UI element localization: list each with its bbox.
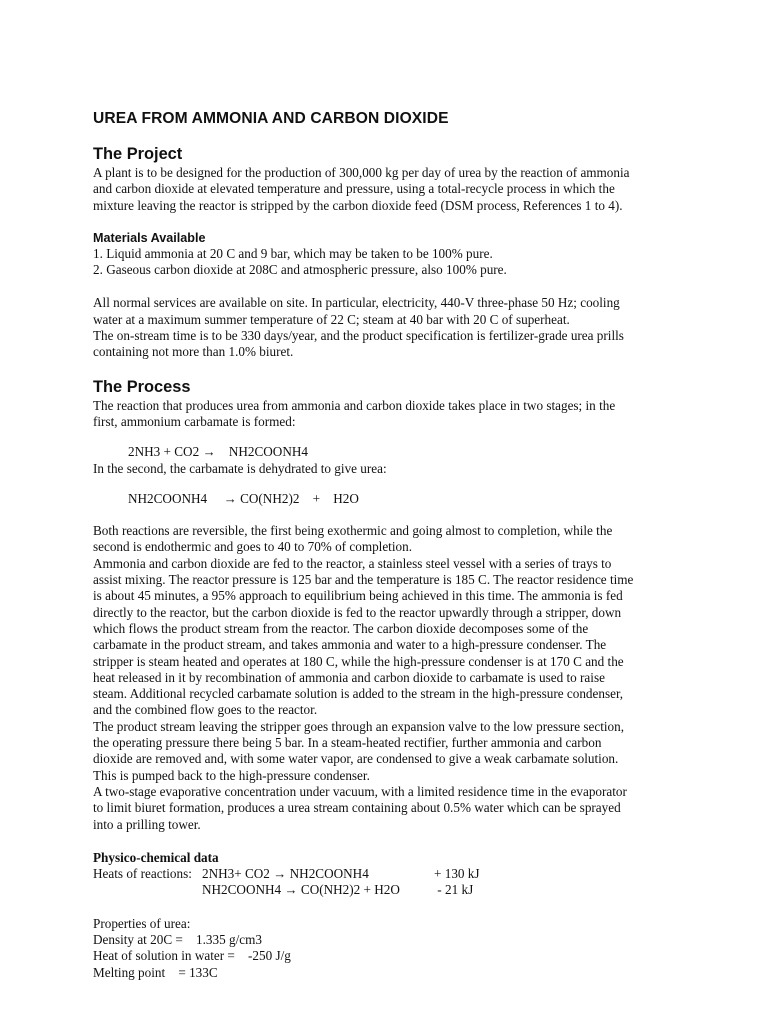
text-line: directly to the reactor, but the carbon dioxide is fed to the reactor upwardly through a stripper, down xyxy=(93,604,622,620)
text-line: to limit biuret formation, produces a urea stream containing about 0.5% water which can be sprayed xyxy=(93,800,621,816)
heat-reaction-equation: NH2COONH4 → CO(NH2)2 + H2O xyxy=(202,882,400,898)
project-paragraph xyxy=(93,165,675,214)
text-line: Ammonia and carbon dioxide are fed to the reactor, a stainless steel vessel with a series of trays to xyxy=(93,555,612,571)
text-line: All normal services are available on site. In particular, electricity, 440-V three-phase 50 Hz; cooling xyxy=(93,295,620,311)
urea-properties-heading: Properties of urea: xyxy=(93,915,191,931)
list-item: 2. Gaseous carbon dioxide at 208C and atmospheric pressure, also 100% pure. xyxy=(93,262,507,278)
process-body xyxy=(93,523,675,833)
text-line: assist mixing. The reactor pressure is 125 bar and the temperature is 185 C. The reactor residence time xyxy=(93,572,634,588)
services-paragraph xyxy=(93,295,675,360)
reaction-equation-1: 2NH3 + CO2 → NH2COONH4 xyxy=(128,444,308,460)
section-heading-physico: Physico-chemical data xyxy=(93,849,219,865)
reaction-equation-2: NH2COONH4 → CO(NH2)2 + H2O xyxy=(128,490,359,506)
text-line: steam. Additional recycled carbamate solution is added to the stream in the high-pressure condenser, xyxy=(93,686,624,702)
text-line: is about 45 minutes, a 95% approach to equilibrium being achieved in this time. The ammonia is fed xyxy=(93,588,623,604)
heat-reaction-row xyxy=(93,866,675,882)
section-heading-materials: Materials Available xyxy=(93,230,206,245)
text-line: and carbon dioxide at elevated temperature and pressure, using a total-recycle process in which the xyxy=(93,181,615,197)
text-line: stripper is steam heated and operates at 180 C, while the high-pressure condenser is at 170 C and the xyxy=(93,653,624,669)
text-line: The product stream leaving the stripper goes through an expansion valve to the low pressure section, xyxy=(93,718,625,734)
text-line: mixture leaving the reactor is stripped by the carbon dioxide feed (DSM process, References 1 to 4). xyxy=(93,197,623,213)
text-line: and the combined flow goes to the reactor. xyxy=(93,702,318,718)
document-title: UREA FROM AMMONIA AND CARBON DIOXIDE xyxy=(93,110,449,127)
list-item: 1. Liquid ammonia at 20 C and 9 bar, which may be taken to be 100% pure. xyxy=(93,245,493,261)
text-line: dioxide are removed and, with some water vapor, are condensed to give a weak carbamate solution. xyxy=(93,751,619,767)
urea-properties xyxy=(93,916,675,981)
text-line: first, ammonium carbamate is formed: xyxy=(93,413,296,429)
text-line: This is pumped back to the high-pressure condenser. xyxy=(93,767,370,783)
property-line: Heat of solution in water = -250 J/g xyxy=(93,948,291,964)
text-line: second is endothermic and goes to 40 to 70% of completion. xyxy=(93,539,412,555)
text-line: into a prilling tower. xyxy=(93,816,201,832)
text-line: carbamate in the product stream, and takes ammonia and water to a high-pressure condenser. The xyxy=(93,637,607,653)
section-heading-project: The Project xyxy=(93,145,183,163)
text-line: The reaction that produces urea from ammonia and carbon dioxide takes place in two stages; in the xyxy=(93,397,616,413)
text-line: A two-stage evaporative concentration under vacuum, with a limited residence time in the evaporator xyxy=(93,783,627,799)
text-line: containing not more than 1.0% biuret. xyxy=(93,344,294,360)
text-line: the operating pressure there being 5 bar. In a steam-heated rectifier, further ammonia and carbon xyxy=(93,735,602,751)
section-heading-process: The Process xyxy=(93,377,191,396)
heat-reaction-equation: 2NH3+ CO2 → NH2COONH4 xyxy=(202,866,369,882)
materials-list xyxy=(93,246,675,279)
heat-reaction-row xyxy=(93,882,675,898)
text-line: heat released in it by recombination of ammonia and carbon dioxide to carbamate is used to raise xyxy=(93,669,605,685)
property-line: Melting point = 133C xyxy=(93,964,218,980)
heat-reaction-value: + 130 kJ xyxy=(434,866,480,882)
text-line: A plant is to be designed for the production of 300,000 kg per day of urea by the reaction of ammonia xyxy=(93,165,630,180)
property-line: Density at 20C = 1.335 g/cm3 xyxy=(93,931,262,947)
text-line: The on-stream time is to be 330 days/year, and the product specification is fertilizer-grade urea prills xyxy=(93,328,624,344)
text-line: which flows the product stream from the reactor. The carbon dioxide decomposes some of the xyxy=(93,620,589,636)
text-line: Both reactions are reversible, the first being exothermic and going almost to completion, while the xyxy=(93,523,613,539)
heat-reaction-value: - 21 kJ xyxy=(434,882,474,898)
text-line: In the second, the carbamate is dehydrated to give urea: xyxy=(93,460,387,476)
heats-label: Heats of reactions: xyxy=(93,866,192,882)
process-intro xyxy=(93,398,675,431)
text-line: water at a maximum summer temperature of 22 C; steam at 40 bar with 20 C of superheat. xyxy=(93,311,570,327)
